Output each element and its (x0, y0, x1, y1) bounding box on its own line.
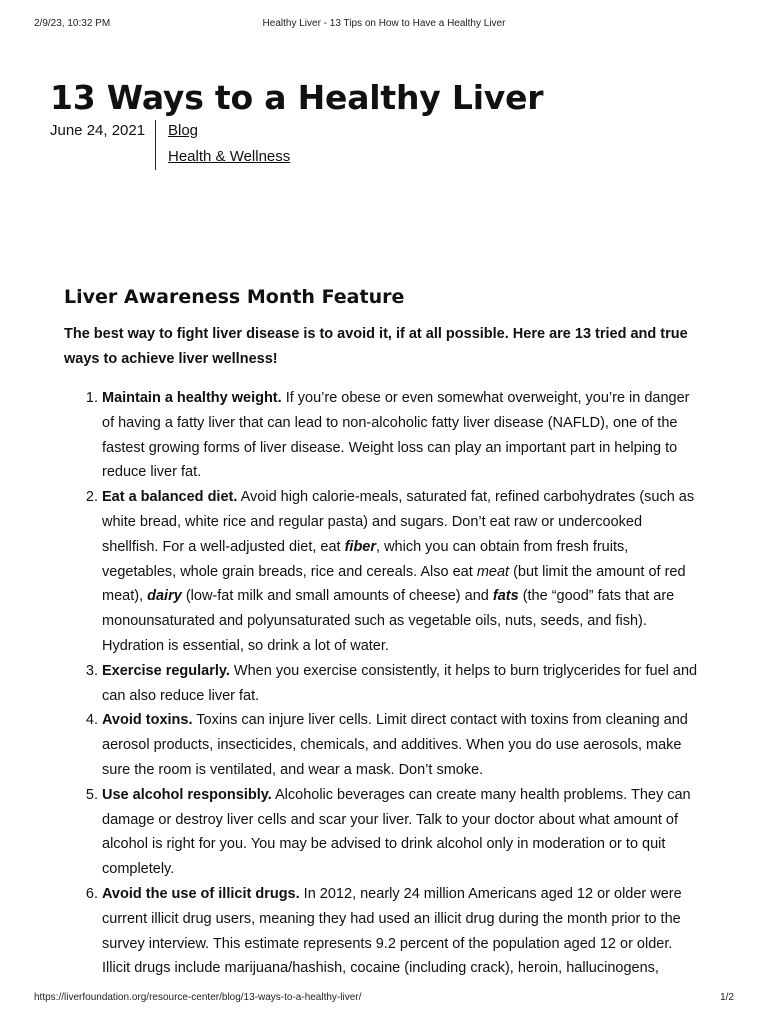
post-categories (168, 122, 290, 170)
print-datetime: 2/9/23, 10:32 PM (34, 18, 111, 29)
emphasis-meat: meat (476, 563, 510, 580)
tip-heading: Eat a balanced diet. (102, 489, 238, 506)
tip-text: (but limit the amount of red meat), (102, 563, 686, 605)
list-item (102, 882, 702, 981)
tip-text: When you exercise consistently, it helps to burn triglycerides for fuel and can also reduce liver fat. (102, 662, 698, 704)
post-date: June 24, 2021 (50, 122, 146, 139)
tip-text: Avoid high calorie-meals, saturated fat, refined carbohydrates (such as white bread, white rice and regular pasta) and sugars. Don’t eat raw or undercooked shellfish. For a well-adjusted diet, eat (102, 489, 695, 555)
tip-heading: Avoid the use of illicit drugs. (102, 885, 300, 902)
list-item (102, 386, 702, 485)
tip-text: (low-fat milk and small amounts of cheese) and (181, 588, 493, 605)
print-footer (34, 992, 734, 1006)
emphasis-dairy: dairy (147, 588, 182, 605)
list-item (102, 783, 702, 882)
emphasis-fats: fats (492, 588, 519, 605)
tip-text: If you’re obese or even somewhat overweight, you’re in danger of having a fatty liver that can lead to non-alcoholic fatty liver disease (NAFLD), one of the fastest growing forms of liver disease. Weight loss can play an important part in helping to reduce liver fat. (102, 390, 690, 481)
tip-heading: Use alcohol responsibly. (102, 786, 272, 803)
article-content (64, 284, 714, 981)
print-url: https://liverfoundation.org/resource-center/blog/13-ways-to-a-healthy-liver/ (34, 992, 362, 1003)
meta-divider (155, 120, 156, 170)
print-page-number: 1/2 (720, 992, 734, 1003)
tip-text: Alcoholic beverages can create many health problems. They can damage or destroy liver cells and scar your liver. Talk to your doctor about what amount of alcohol is right for you. You may be advised to drink alcohol only in moderation or to quit completely. (102, 786, 691, 878)
list-item (102, 485, 702, 659)
print-header (34, 18, 734, 32)
tip-text: Toxins can injure liver cells. Limit direct contact with toxins from cleaning and aerosol products, insecticides, chemicals, and additives. When you do use aerosols, make sure the room is ventilated, and wear a mask. Don’t smoke. (102, 712, 688, 778)
emphasis-fiber: fiber (344, 538, 377, 555)
tip-heading: Avoid toxins. (102, 712, 193, 729)
category-link-health-wellness[interactable]: Health & Wellness (168, 148, 291, 165)
list-item (102, 659, 702, 709)
tip-heading: Maintain a healthy weight. (102, 390, 282, 406)
intro-paragraph: The best way to fight liver disease is to avoid it, if at all possible. Here are 13 tried and true ways to achieve liver wellness! (64, 326, 688, 367)
print-document-title: Healthy Liver - 13 Tips on How to Have a Healthy Liver (262, 18, 506, 29)
list-item (102, 708, 702, 782)
page-title: 13 Ways to a Healthy Liver (50, 78, 544, 117)
tip-heading: Exercise regularly. (102, 662, 230, 679)
section-heading: Liver Awareness Month Feature (64, 286, 405, 308)
tip-text: (the “good” fats that are monounsaturated and polyunsaturated such as vegetable oils, nuts, seeds, and fish). Hydration is essential, so drink a lot of water. (102, 588, 675, 654)
tip-text: , which you can obtain from fresh fruits, vegetables, whole grain breads, rice and cereals. Also eat (102, 538, 629, 580)
tips-list (64, 386, 702, 981)
tip-text: In 2012, nearly 24 million Americans aged 12 or older were current illicit drug users, meaning they had used an illicit drug during the month prior to the survey interview. This estimate represents 9.2 percent of the population aged 12 or older. Illicit drugs include marijuana/hashish, cocaine (including crack), heroin, hallucinogens, (102, 885, 682, 977)
category-link-blog[interactable]: Blog (168, 122, 199, 139)
